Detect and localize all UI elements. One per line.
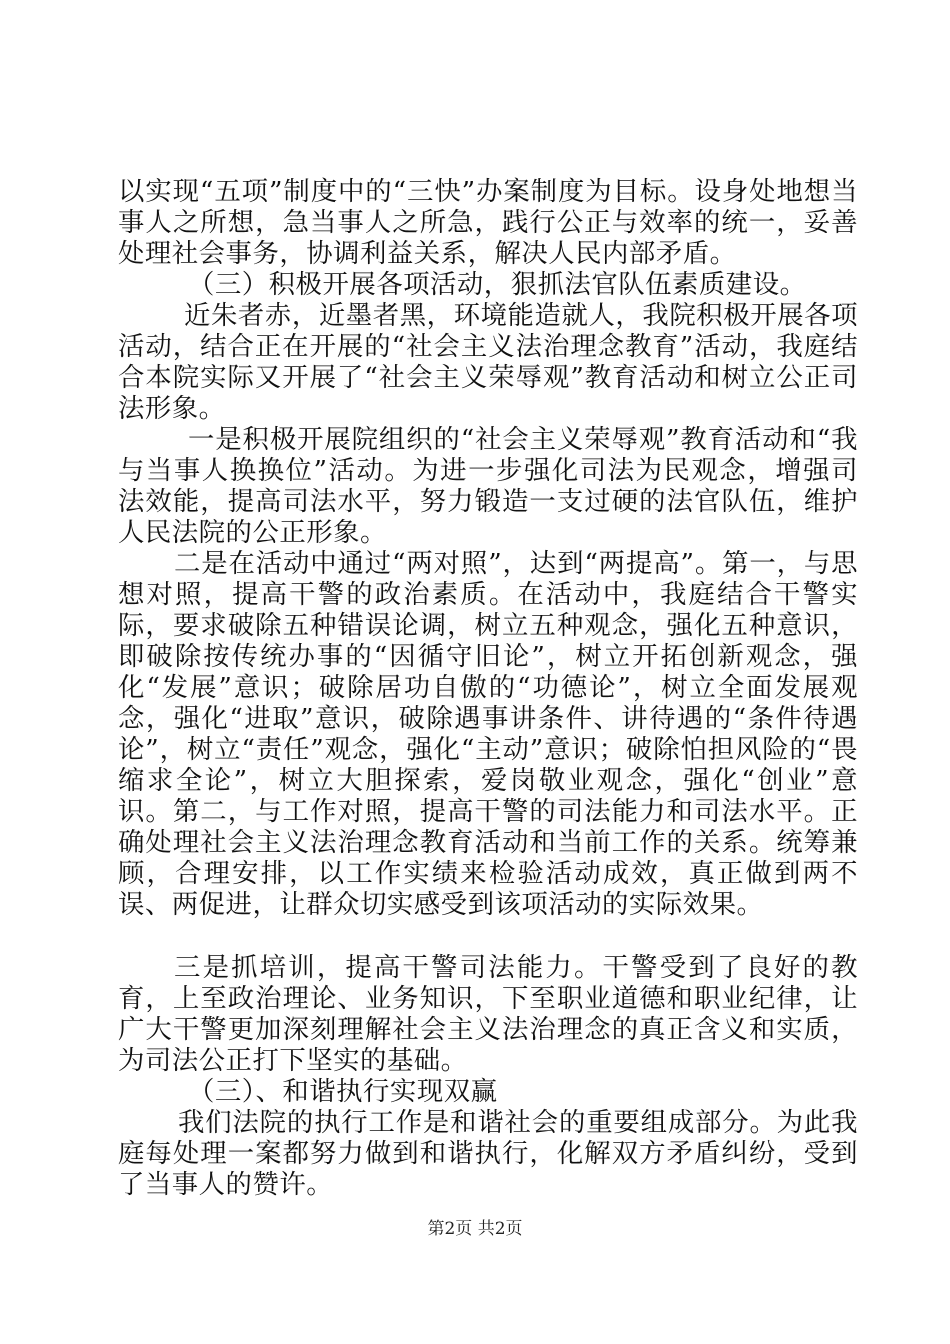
section-heading: （三）积极开展各项活动，狠抓法官队伍素质建设。 (188, 269, 807, 300)
paragraph-gap (118, 920, 858, 952)
paragraph: 以实现“五项”制度中的“三快”办案制度为目标。设身处地想当事人之所想，急当事人之所急，践行公正与效率的统一，妥善处理社会事务，协调利益关系，解决人民内部矛盾。 (118, 176, 858, 269)
paragraph: 近朱者赤，近墨者黑，环境能造就人，我院积极开展各项活动，结合正在开展的“社会主义法治理念教育”活动，我庭结合本院实际又开展了“社会主义荣辱观”教育活动和树立公正司法形象。 (118, 300, 858, 424)
paragraph: 一是积极开展院组织的“社会主义荣辱观”教育活动和“我与当事人换换位”活动。为进一步强化司法为民观念，增强司法效能，提高司法水平，努力锻造一支过硬的法官队伍，维护人民法院的公正形象。 (118, 424, 858, 548)
section-heading: （三）、和谐执行实现双赢 (188, 1076, 498, 1107)
paragraph: 二是在活动中通过“两对照”，达到“两提高”。第一，与思想对照，提高干警的政治素质。在活动中，我庭结合干警实际，要求破除五种错误论调，树立五种观念，强化五种意识，即破除按传统办事的“因循守旧论”，树立开拓创新观念，强化“发展”意识；破除居功自傲的“功德论”，树立全面发展观念，强化“进取”意识，破除遇事讲条件、讲待遇的“条件待遇论”，树立“责任”观念，强化“主动”意识；破除怕担风险的“畏缩求全论”，树立大胆探索，爱岗敬业观念，强化“创业”意识。第二，与工作对照，提高干警的司法能力和司法水平。正确处理社会主义法治理念教育活动和当前工作的关系。统筹兼顾，合理安排，以工作实绩来检验活动成效，真正做到两不误、两促进，让群众切实感受到该项活动的实际效果。 (118, 548, 858, 920)
document-body (118, 176, 858, 1200)
paragraph: 三是抓培训，提高干警司法能力。干警受到了良好的教育，上至政治理论、业务知识，下至职业道德和职业纪律，让广大干警更加深刻理解社会主义法治理念的真正含义和实质，为司法公正打下坚实的基础。 (118, 952, 858, 1076)
paragraph: 我们法院的执行工作是和谐社会的重要组成部分。为此我庭每处理一案都努力做到和谐执行，化解双方矛盾纠纷，受到了当事人的赞许。 (118, 1107, 858, 1200)
page-footer (0, 1214, 950, 1239)
page-number: 第2页 共2页 (427, 1219, 523, 1239)
